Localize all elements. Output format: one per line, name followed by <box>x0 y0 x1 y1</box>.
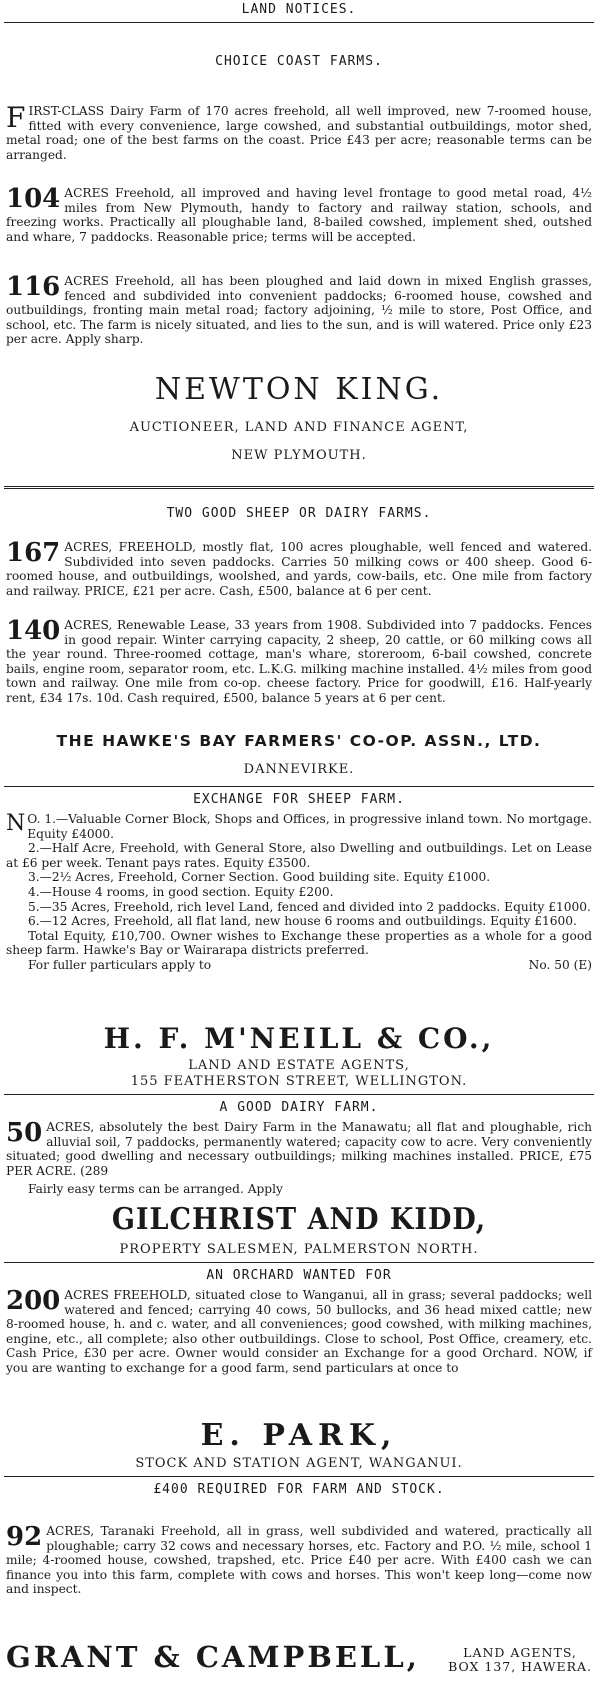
divider <box>4 1476 594 1477</box>
ad1-heading: CHOICE COAST FARMS. <box>215 54 383 69</box>
divider <box>4 1094 594 1095</box>
divider <box>4 486 594 489</box>
ad5-agent-name: E. PARK, <box>200 1418 398 1453</box>
ad3-item5: 5.—35 Acres, Freehold, rich level Land, fenced and divided into 2 paddocks. Equity £1000. <box>28 899 591 914</box>
ad6-agent-row <box>6 1640 592 1674</box>
ad2-para1-text: ACRES, FREEHOLD, mostly flat, 100 acres ploughable, well fenced and watered. Subdivided into seven paddocks. Carries 50 milking cows or 400 sheep. Good 6-roomed house, and outbuildings, woolshed, and yards, cow-bails, etc. One mile from factory and railway. PRICE, £21 per acre. Cash, £500, balance at 6 per cent. <box>6 540 592 598</box>
ad4-ref: (289 <box>80 1163 109 1178</box>
divider <box>4 1262 594 1263</box>
ad1-para3 <box>6 274 592 347</box>
ad3-item3: 3.—2½ Acres, Freehold, Corner Section. Good building site. Equity £1000. <box>28 870 491 885</box>
drop-cap: F <box>6 101 26 134</box>
ad1-agent-line1: AUCTIONEER, LAND AND FINANCE AGENT, <box>129 420 469 435</box>
ad3-item1 <box>6 812 592 841</box>
ad1-para2-text: ACRES Freehold, all improved and having level frontage to good metal road, 4½ miles from New Plymouth, handy to factory and railway station, schools, and freezing works. Practically all ploughable land, 8-bailed cowshed, implement shed, outshed and whare, 7 paddocks. Reasonable price; terms will be accepted. <box>6 186 592 244</box>
acreage-number: 50 <box>6 1118 43 1148</box>
acreage-number: 167 <box>6 538 61 568</box>
ad2-heading: TWO GOOD SHEEP OR DAIRY FARMS. <box>166 506 432 521</box>
ad3-total: Total Equity, £10,700. Owner wishes to Exchange these properties as a whole for a good sheep farm. Hawke's Bay or Wairarapa districts preferred. <box>6 928 592 958</box>
acreage-number: 92 <box>6 1522 43 1552</box>
ad5-para1-text: ACRES FREEHOLD, situated close to Wanganui, all in grass; several paddocks; well watered and fenced; carrying 40 cows, 50 bullocks, and 36 head mixed cattle; new 8-roomed house, h. and c. water, and all conveniences; good cowshed, with milking machines, engine, etc., all complete; also other outbuildings. Close to school, Post Office, creamery, etc. Cash Price, £30 per acre. Owner would consider an Exchange for a good Orchard. NOW, if you are wanting to exchange for a good farm, send particulars at once to <box>6 1288 592 1375</box>
acreage-number: 104 <box>6 184 61 214</box>
ad1-para2 <box>6 186 592 244</box>
acreage-number: 140 <box>6 616 61 646</box>
ad6-heading: £400 REQUIRED FOR FARM AND STOCK. <box>153 1482 445 1497</box>
ad4-terms: Fairly easy terms can be arranged. Apply <box>28 1182 283 1196</box>
ad5-para1 <box>6 1288 592 1376</box>
ad3-heading: EXCHANGE FOR SHEEP FARM. <box>193 792 405 807</box>
ad3-item2: 2.—Half Acre, Freehold, with General Store, also Dwelling and outbuildings. Let on Lease at £6 per week. Tenant pays rates. Equity £3500. <box>6 841 592 870</box>
ad3-agent-line1: LAND AND ESTATE AGENTS, <box>188 1058 410 1073</box>
ad6-agent-address <box>448 1646 592 1674</box>
ad2-para2 <box>6 618 592 706</box>
ad3-agent-line2: 155 FEATHERSTON STREET, WELLINGTON. <box>130 1074 468 1089</box>
ad3-fuller-row <box>6 958 592 973</box>
ad3-item6: 6.—12 Acres, Freehold, all flat land, new house 6 rooms and outbuildings. Equity £1600. <box>28 914 577 929</box>
ad6-agent-name: GRANT & CAMPBELL, <box>6 1640 420 1674</box>
ad2-para2-text: ACRES, Renewable Lease, 33 years from 1908. Subdivided into 7 paddocks. Fences in good repair. Winter carrying capacity, 2 sheep, 20 cattle, or 60 milking cows all the year round. Three-roomed cottage, man's whare, storeroom, 6-bail cowshed, concrete bails, engine room, separator room, etc. L.K.G. milking machine installed. 4½ miles from good town and railway. One mile from co-op. cheese factory. Price for goodwill, £16. Half-yearly rent, £34 17s. 10d. Cash required, £500, balance 5 years at 6 per cent. <box>6 618 592 705</box>
ad5-agent-line1: STOCK AND STATION AGENT, WANGANUI. <box>135 1456 463 1471</box>
ad3-items <box>6 812 592 973</box>
drop-cap: N <box>6 811 26 836</box>
ad1-para1-text: IRST-CLASS Dairy Farm of 170 acres freehold, all well improved, new 7-roomed house, fitted with every convenience, large cowshed, and substantial outbuildings, motor shed, metal road; one of the best farms on the coast. Price £43 per acre; reasonable terms can be arranged. <box>6 104 592 162</box>
ad2-agent-name: THE HAWKE'S BAY FARMERS' CO-OP. ASSN., LTD. <box>56 732 542 750</box>
divider <box>4 22 594 23</box>
ad1-para3-text: ACRES Freehold, all has been ploughed and laid down in mixed English grasses, fenced and subdivided into convenient paddocks; 6-roomed house, cowshed and outbuildings, fronting main metal road; factory adjoining, ½ mile to store, Post Office, and school, etc. The farm is nicely situated, and lies to the sun, and is will watered. Price only £23 per acre. Apply sharp. <box>6 274 592 347</box>
ad3-item1-text: O. 1.—Valuable Corner Block, Shops and Offices, in progressive inland town. No mortgage. Equity £4000. <box>27 812 592 841</box>
ad2-agent-town: DANNEVIRKE. <box>243 762 355 777</box>
acreage-number: 200 <box>6 1286 61 1316</box>
ad2-para1 <box>6 540 592 598</box>
ad6-agent-line2: BOX 137, HAWERA. <box>448 1659 592 1674</box>
ad5-heading: AN ORCHARD WANTED FOR <box>206 1268 392 1283</box>
ad4-agent-line1: PROPERTY SALESMEN, PALMERSTON NORTH. <box>119 1242 479 1257</box>
section-header: LAND NOTICES. <box>241 2 357 17</box>
ad1-agent-line2: NEW PLYMOUTH. <box>231 448 367 463</box>
ad3-ref: No. 50 (E) <box>528 957 592 972</box>
ad4-heading: A GOOD DAIRY FARM. <box>219 1100 379 1115</box>
ad4-para1 <box>6 1120 592 1178</box>
ad4-para1-text: ACRES, absolutely the best Dairy Farm in the Manawatu; all flat and ploughable, rich alluvial soil, 7 paddocks, permanently watered; capacity cow to acre. Very conveniently situated; good dwelling and necessary outbuildings; milking machines installed. PRICE, £75 PER ACRE. <box>6 1120 592 1178</box>
ad3-item4: 4.—House 4 rooms, in good section. Equity £200. <box>28 884 334 899</box>
ad3-agent-name: H. F. M'NEILL & CO., <box>103 1022 495 1055</box>
ad1-agent-name: NEWTON KING. <box>154 372 444 407</box>
ad6-para1-text: ACRES, Taranaki Freehold, all in grass, well subdivided and watered, practically all ploughable; carry 32 cows and necessary horses, etc. Factory and P.O. ½ mile, school 1 mile; 4-roomed house, cowshed, trapshed, etc. Price £40 per acre. With £400 cash we can finance you into this farm, complete with cows and horses. This won't keep long—come now and inspect. <box>6 1524 592 1597</box>
ad6-agent-line1: LAND AGENTS, <box>463 1645 577 1660</box>
ad1-para1 <box>6 101 592 162</box>
acreage-number: 116 <box>6 272 61 302</box>
ad4-agent-name: GILCHRIST AND KIDD, <box>111 1202 487 1237</box>
divider <box>4 786 594 787</box>
ad3-fuller: For fuller particulars apply to <box>28 957 212 972</box>
ad6-para1 <box>6 1524 592 1597</box>
